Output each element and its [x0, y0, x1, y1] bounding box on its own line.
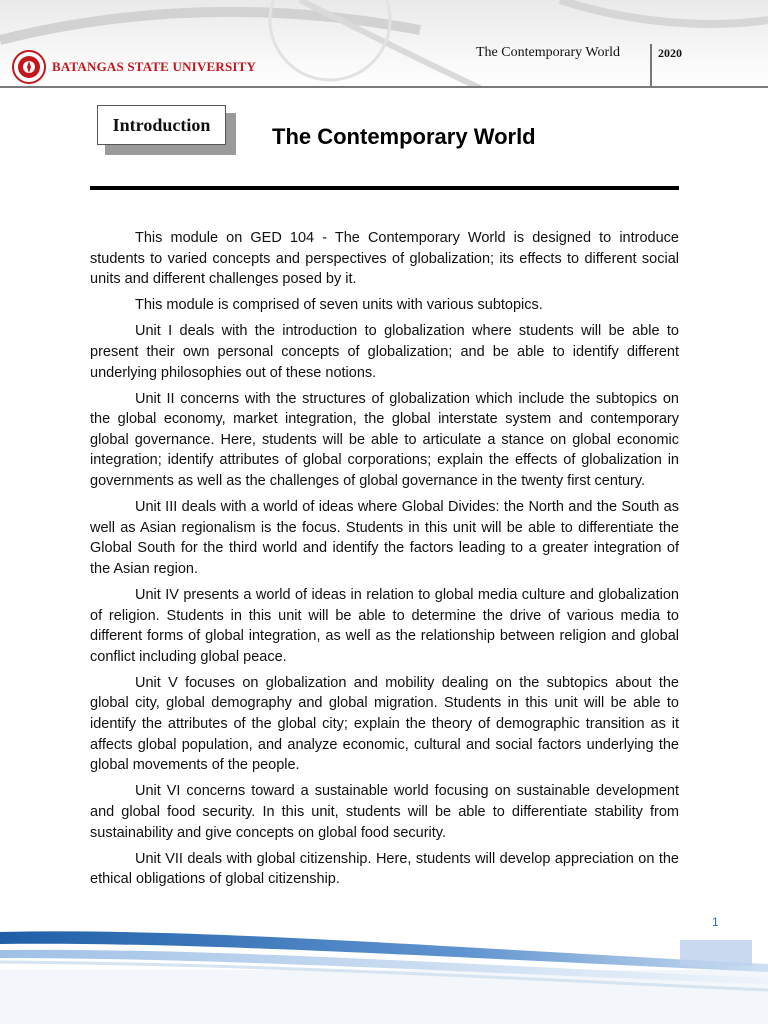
page-number: 1 — [712, 915, 719, 929]
header-year: 2020 — [658, 46, 682, 60]
paragraph: Unit VII deals with global citizenship. Here, students will develop appreciation on the ethical obligations of global citizenship. — [90, 850, 679, 888]
section-label: Introduction — [97, 105, 226, 145]
title-rule — [90, 186, 679, 190]
paragraph: Unit I deals with the introduction to globalization where students will be able to present their own personal concepts of globalization; and be able to identify different underlying philosophies out of these notions. — [90, 323, 679, 381]
paragraph: This module on GED 104 - The Contemporary World is designed to introduce students to varied concepts and perspectives of globalization; its effects to different social units and different challenges posed by it. — [90, 230, 679, 288]
header-separator — [650, 44, 652, 88]
paragraph: Unit III deals with a world of ideas where Global Divides: the North and the South as well as Asian regionalism is the focus. Students in this unit will be able to differentiate the Global South for the third world and identify the factors leading to a greater integration of the Asian region. — [90, 499, 679, 577]
paragraph: Unit II concerns with the structures of globalization which include the subtopics on the global economy, market integration, the global interstate system and contemporary global governance. Here, students will be able to articulate a stance on global economic integration; identify attributes of global corporations; explain the effects of globalization in governments as well as the challenges of global governance in the twenty first century. — [90, 390, 679, 490]
footer-wave-decoration — [0, 920, 768, 1024]
university-seal-icon — [12, 50, 46, 84]
body-text — [90, 228, 679, 895]
paragraph: Unit V focuses on globalization and mobility dealing on the subtopics about the global city, global demography and global migration. Students in this unit will be able to identify the attributes of the global city; explain the theory of demographic transition as it affects global population, and analyze economic, cultural and social factors underlying the global movements of the people. — [90, 674, 679, 774]
page-header — [0, 0, 768, 88]
document-title: The Contemporary World — [272, 124, 536, 149]
running-title: The Contemporary World — [476, 45, 621, 60]
paragraph: Unit IV presents a world of ideas in relation to global media culture and globalization of religion. Students in this unit will be able to determine the drive of various media to different forms of global integration, as well as the relationship between religion and global conflict including global peace. — [90, 587, 679, 665]
paragraph: This module is comprised of seven units with various subtopics. — [135, 297, 543, 314]
university-name: BATANGAS STATE UNIVERSITY — [52, 59, 257, 74]
header-rule — [0, 86, 768, 88]
paragraph: Unit VI concerns toward a sustainable world focusing on sustainable development and global food security. In this unit, students will be able to differentiate stability from sustainability and give concepts on global food security. — [90, 783, 679, 841]
